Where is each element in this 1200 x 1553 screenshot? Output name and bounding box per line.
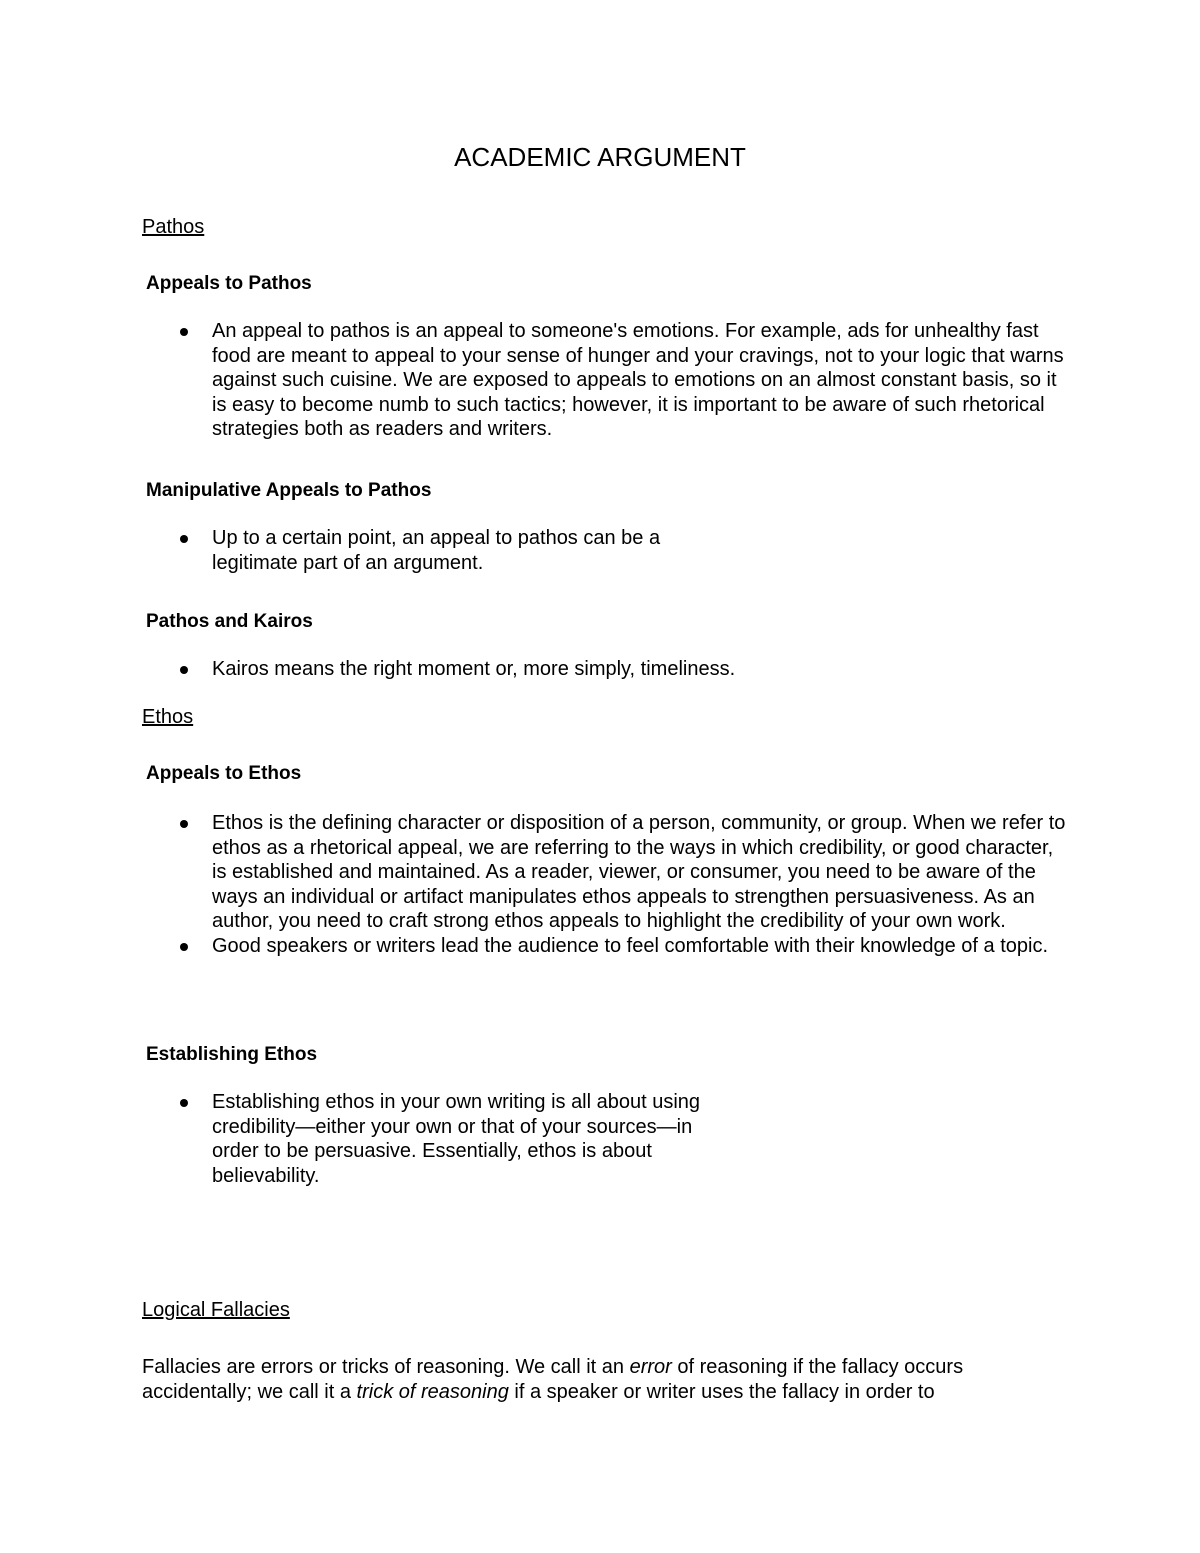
heading-appeals-to-pathos: Appeals to Pathos [146,273,312,294]
bullet-list-manipulative-appeals [178,526,718,575]
list-item-text: Ethos is the defining character or disposition of a person, community, or group. When we refer to ethos as a rhetorical appeal, we are referring to the ways in which credibility, or good character, is established and maintained. As a reader, viewer, or consumer, you need to be aware of the ways an individual or artifact manipulates ethos appeals to strengthen persuasiveness. As an author, you need to craft strong ethos appeals to highlight the credibility of your own work. [212,812,1066,933]
section-label-pathos: Pathos [142,216,205,238]
fallacies-intro-text-3: if a speaker or writer uses the fallacy in order to [508,1381,935,1403]
list-item-text: Kairos means the right moment or, more simply, timeliness. [212,658,736,680]
fallacies-intro-emphasis-error: error [629,1356,672,1378]
list-item-text: Good speakers or writers lead the audience to feel comfortable with their knowledge of a topic. [212,934,1049,957]
heading-establishing-ethos: Establishing Ethos [146,1044,318,1065]
list-item-text: An appeal to pathos is an appeal to someone's emotions. For example, ads for unhealthy fast food are meant to appeal to your sense of hunger and your cravings, not to your logic that warns against such cuisine. We are exposed to appeals to emotions on an almost constant basis, so it is easy to become numb to such tactics; however, it is important to be aware of such rhetorical strategies both as readers and writers. [212,320,1064,441]
bullet-icon [180,943,188,951]
section-label-ethos: Ethos [142,706,194,728]
bullet-icon [180,666,188,674]
list-item [178,1090,743,1188]
fallacies-intro-paragraph [142,1355,1062,1405]
bullet-list-establishing-ethos [178,1090,743,1188]
list-item [178,811,1068,934]
list-item [178,319,1068,442]
fallacies-intro-emphasis-trick: trick of reasoning [356,1381,509,1403]
list-item [178,934,1068,959]
heading-pathos-and-kairos: Pathos and Kairos [146,611,313,632]
list-item [178,526,718,575]
heading-manipulative-appeals: Manipulative Appeals to Pathos [146,480,432,501]
bullet-list-appeals-to-ethos [178,811,1068,959]
fallacies-intro-text-2: of reasoning if the fallacy occurs accidentally; we call it a [142,1356,964,1403]
list-item [178,657,1068,682]
document-title: ACADEMIC ARGUMENT [454,142,746,172]
section-label-logical-fallacies: Logical Fallacies [142,1299,290,1321]
bullet-list-appeals-to-pathos [178,319,1068,442]
bullet-icon [180,535,188,543]
bullet-icon [180,328,188,336]
bullet-list-pathos-and-kairos [178,657,1068,682]
bullet-icon [180,1099,188,1107]
list-item-text: Establishing ethos in your own writing is all about using credibility—either your own or that of your sources—in order to be persuasive. Essentially, ethos is about believability. [212,1091,701,1187]
list-item-text: Up to a certain point, an appeal to pathos can be a legitimate part of an argument. [212,527,661,574]
heading-appeals-to-ethos: Appeals to Ethos [146,763,302,784]
fallacies-intro-text-1: Fallacies are errors or tricks of reasoning. We call it an [142,1356,630,1378]
bullet-icon [180,820,188,828]
